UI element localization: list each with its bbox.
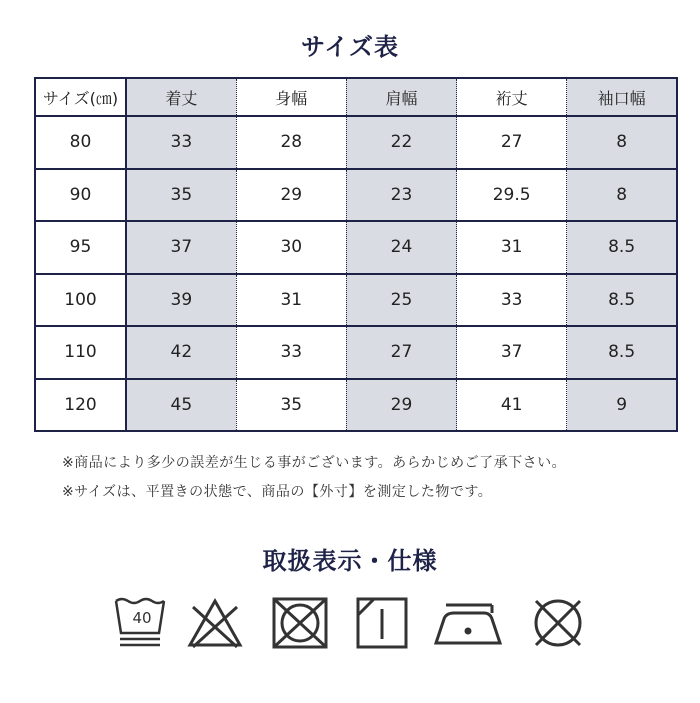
header-shoulder: 肩幅	[346, 78, 456, 116]
table-cell: 33	[126, 116, 236, 169]
table-cell: 27	[346, 326, 456, 379]
table-row	[35, 326, 677, 379]
iron-low-icon	[432, 595, 504, 651]
table-cell: 8.5	[567, 326, 677, 379]
table-cell: 31	[236, 274, 346, 327]
table-cell: 30	[236, 221, 346, 274]
drip-dry-shade-icon	[352, 595, 412, 651]
header-width: 身幅	[236, 78, 346, 116]
size-table	[34, 77, 678, 432]
table-cell: 39	[126, 274, 236, 327]
table-cell: 27	[457, 116, 567, 169]
table-cell: 8.5	[567, 221, 677, 274]
table-cell: 29	[236, 169, 346, 222]
table-cell: 31	[457, 221, 567, 274]
table-row	[35, 169, 677, 222]
measurement-method-note: ※サイズは、平置きの状態で、商品の【外寸】を測定した物です。	[62, 484, 493, 500]
table-cell: 37	[126, 221, 236, 274]
table-cell: 8	[567, 116, 677, 169]
table-row	[35, 379, 677, 432]
table-cell: 25	[346, 274, 456, 327]
table-cell: 8.5	[567, 274, 677, 327]
table-cell: 35	[236, 379, 346, 432]
care-label-title: 取扱表示・仕様	[262, 547, 438, 575]
wash-temperature-label: 40	[132, 609, 152, 627]
table-cell: 33	[457, 274, 567, 327]
table-cell: 110	[35, 326, 126, 379]
table-header-row	[35, 78, 677, 116]
table-cell: 22	[346, 116, 456, 169]
table-cell: 23	[346, 169, 456, 222]
table-cell: 100	[35, 274, 126, 327]
table-cell: 28	[236, 116, 346, 169]
header-length: 着丈	[126, 78, 236, 116]
table-cell: 120	[35, 379, 126, 432]
table-cell: 41	[457, 379, 567, 432]
no-dry-clean-icon	[528, 595, 588, 651]
header-cuff: 袖口幅	[567, 78, 677, 116]
table-row	[35, 274, 677, 327]
measurement-note: ※商品により多少の誤差が生じる事がございます。あらかじめご了承下さい。	[62, 455, 567, 471]
table-row	[35, 116, 677, 169]
table-cell: 42	[126, 326, 236, 379]
care-icons	[0, 595, 700, 655]
table-cell: 8	[567, 169, 677, 222]
no-bleach-icon	[185, 595, 245, 651]
size-chart-title: サイズ表	[300, 33, 400, 61]
wash-tub-40-icon	[112, 595, 172, 651]
table-cell: 90	[35, 169, 126, 222]
table-cell: 29	[346, 379, 456, 432]
no-tumble-dry-icon	[270, 595, 330, 651]
table-cell: 37	[457, 326, 567, 379]
header-size: サイズ(㎝)	[35, 78, 126, 116]
table-cell: 35	[126, 169, 236, 222]
table-cell: 80	[35, 116, 126, 169]
table-cell: 24	[346, 221, 456, 274]
table-cell: 29.5	[457, 169, 567, 222]
header-sleeve: 裄丈	[457, 78, 567, 116]
table-row	[35, 221, 677, 274]
table-cell: 9	[567, 379, 677, 432]
table-cell: 95	[35, 221, 126, 274]
table-cell: 45	[126, 379, 236, 432]
table-cell: 33	[236, 326, 346, 379]
